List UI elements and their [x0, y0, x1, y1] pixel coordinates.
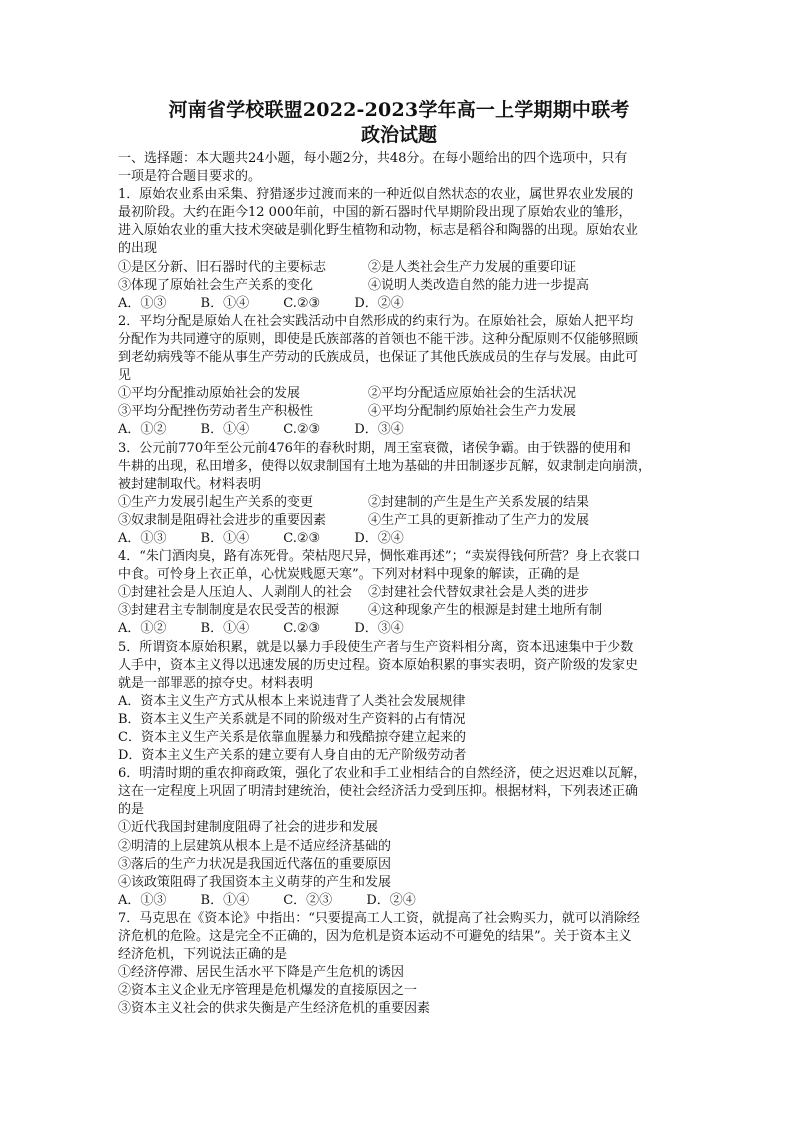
option-item: ④这种现象产生的根源是封建土地所有制	[368, 603, 603, 619]
question-stem-line: 的出现	[118, 241, 158, 257]
answer-choice: A．①③	[118, 530, 167, 546]
exam-page	[118, 98, 680, 1019]
answer-choice: A．①③	[118, 892, 167, 908]
answer-choice: B．①④	[200, 422, 250, 438]
option-row	[118, 385, 680, 403]
option-item: ②封建制的产生是生产关系发展的结果	[368, 494, 590, 510]
answer-choice: C.②③	[283, 295, 321, 311]
instruction-line: 一项是符合题目要求的。	[118, 169, 262, 185]
question-stem-line: 中食。可怜身上衣正单，心忧炭贱愿天寒”。下列对材料中现象的解读，正确的是	[118, 567, 580, 583]
option-row	[118, 277, 680, 295]
question-5	[118, 639, 680, 766]
option-item: ①平均分配推动原始社会的发展	[118, 386, 301, 402]
choice-line: B．资本主义生产关系就是不同的阶级对生产资料的占有情况	[118, 711, 466, 727]
answer-choice: D．②④	[354, 295, 404, 311]
exam-title: 河南省学校联盟2022-2023学年高一上学期期中联考	[168, 99, 630, 121]
option-line: ③资本主义社会的供求失衡是产生经济危机的重要因素	[118, 1001, 431, 1017]
answer-choice: D．③④	[354, 422, 404, 438]
answer-choice: B．①④	[200, 530, 250, 546]
choice-line: C．资本主义生产关系是依靠血腥暴力和残酷掠夺建立起来的	[118, 730, 466, 745]
answer-choice: A．①②	[118, 422, 167, 438]
question-stem-line: 7．马克思在《资本论》中指出：“只要提高工人工资，就提高了社会购买力，就可以消除经	[118, 910, 640, 926]
question-stem-line: 人手中，资本主义得以迅速发展的历史过程。资本原始积累的事实表明，资产阶级的发家史	[118, 657, 639, 673]
answer-choice: A．①②	[118, 621, 167, 637]
question-stem-line: 1．原始农业系由采集、狩猎逐步过渡而来的一种近似自然状态的农业，属世界农业发展的	[118, 187, 634, 203]
question-stem-line: 到老幼病残等不能从事生产劳动的氏族成员，也保证了其他氏族成员的生存与发展。由此可	[118, 350, 639, 366]
instructions	[118, 150, 680, 186]
answer-choice: C.②③	[283, 422, 321, 438]
question-stem-line: 3．公元前770年至公元前476年的春秋时期，周王室衰微，诸侯争霸。由于铁器的使用和	[118, 440, 631, 456]
question-3	[118, 440, 680, 549]
option-item: ②平均分配适应原始社会的生活状况	[368, 386, 577, 402]
question-1	[118, 186, 680, 313]
option-line: ④该政策阻碍了我国资本主义萌芽的产生和发展	[118, 874, 392, 890]
answer-choice: D．③④	[354, 621, 404, 637]
instruction-line: 一、选择题：本大题共24小题，每小题2分，共48分。在每小题给出的四个选项中，只有	[118, 151, 628, 166]
option-row	[118, 403, 680, 421]
answer-choice: B．①④	[200, 295, 250, 311]
answer-choice: A．①③	[118, 295, 167, 311]
answer-choice: D．②④	[366, 892, 416, 908]
option-item: ①是区分新、旧石器时代的主要标志	[118, 259, 327, 275]
option-item: ③体现了原始社会生产关系的变化	[118, 277, 314, 293]
option-line: ②资本主义企业无序管理是危机爆发的直接原因之一	[118, 983, 418, 999]
question-4	[118, 548, 680, 638]
question-stem-line: 6．明清时期的重农抑商政策，强化了农业和手工业相结合的自然经济，使之迟迟难以瓦解，	[118, 766, 647, 782]
option-item: ③平均分配挫伤劳动者生产积极性	[118, 404, 314, 420]
question-stem-line: 2．平均分配是原始人在社会实践活动中自然形成的约束行为。在原始社会，原始人把平均	[118, 313, 634, 329]
option-item: ③奴隶制是阻碍社会进步的重要因素	[118, 512, 327, 528]
question-stem-line: 进入原始农业的重大技术突破是驯化野生植物和动物，标志是稻谷和陶器的出现。原始农业	[118, 223, 639, 239]
answer-row	[118, 892, 680, 910]
answer-choice: D．②④	[354, 530, 404, 546]
option-item: ①封建社会是人压迫人、人剥削人的社会	[118, 585, 353, 601]
question-stem-line: 被封建制取代。材料表明	[118, 476, 262, 492]
question-stem-line: 最初阶段。大约在距今12 000年前，中国的新石器时代早期阶段出现了原始农业的雏形，	[118, 205, 632, 221]
question-stem-line: 分配作为共同遵守的原则，即使是氏族部落的首领也不能干涉。这种分配原则不仅能够照顾	[118, 331, 639, 347]
question-stem-line: 牛耕的出现，私田增多，使得以奴隶制国有土地为基础的井田制逐步瓦解，奴隶制走向崩溃，	[118, 458, 652, 474]
answer-choice: C.②③	[283, 530, 321, 546]
question-6	[118, 765, 680, 910]
question-stem-line: 见	[118, 368, 132, 384]
answer-row	[118, 421, 680, 439]
option-item: ③封建君主专制制度是农民受苦的根源	[118, 603, 340, 619]
answer-choice: B．①④	[200, 892, 250, 908]
question-7	[118, 910, 680, 1019]
option-item: ②是人类社会生产力发展的重要印证	[368, 259, 577, 275]
option-row	[118, 602, 680, 620]
question-stem-line: 这在一定程度上巩固了明清封建统治，使社会经济活力受到压抑。根据材料，下列表述正确	[118, 784, 639, 800]
option-item: ①生产力发展引起生产关系的变更	[118, 494, 314, 510]
option-item: ④生产工具的更新推动了生产力的发展	[368, 512, 590, 528]
question-stem-line: 经济危机，下列说法正确的是	[118, 947, 288, 963]
option-row	[118, 584, 680, 602]
choice-line: A．资本主义生产方式从根本上来说违背了人类社会发展规律	[118, 693, 466, 709]
option-line: ①经济停滞、居民生活水平下降是产生危机的诱因	[118, 965, 405, 981]
question-stem-line: 的是	[118, 802, 145, 818]
answer-choice: C.②③	[283, 621, 321, 637]
option-item: ④说明人类改造自然的能力进一步提高	[368, 277, 590, 293]
answer-row	[118, 620, 680, 638]
option-row	[118, 259, 680, 277]
option-item: ④平均分配制约原始社会生产力发展	[368, 404, 577, 420]
question-stem-line: 5．所谓资本原始积累，就是以暴力手段使生产者与生产资料相分离，资本迅速集中于少数	[118, 639, 634, 655]
option-row	[118, 494, 680, 512]
answer-row	[118, 530, 680, 548]
answer-row	[118, 295, 680, 313]
option-line: ③落后的生产力状况是我国近代落伍的重要原因	[118, 856, 392, 872]
answer-choice: B．①④	[200, 621, 250, 637]
option-item: ②封建社会代替奴隶社会是人类的进步	[368, 585, 590, 601]
option-line: ②明清的上层建筑从根本上是不适应经济基础的	[118, 838, 392, 854]
question-stem-line: 济危机的危险。这是完全不正确的，因为危机是资本运动不可避免的结果”。关于资本主义	[118, 929, 632, 945]
option-line: ①近代我国封建制度阻碍了社会的进步和发展	[118, 820, 379, 836]
exam-subtitle: 政治试题	[360, 124, 437, 146]
question-stem-line: 就是一部罪恶的掠夺史。材料表明	[118, 675, 314, 691]
choice-line: D．资本主义生产关系的建立要有人身自由的无产阶级劳动者	[118, 748, 467, 764]
question-2	[118, 313, 680, 440]
option-row	[118, 512, 680, 530]
answer-choice: C．②③	[283, 892, 333, 908]
question-stem-line: 4．“朱门酒肉臭，路有冻死骨。荣枯咫尺异，惆怅难再述”；“卖炭得钱何所营？身上衣裳口	[118, 549, 641, 565]
